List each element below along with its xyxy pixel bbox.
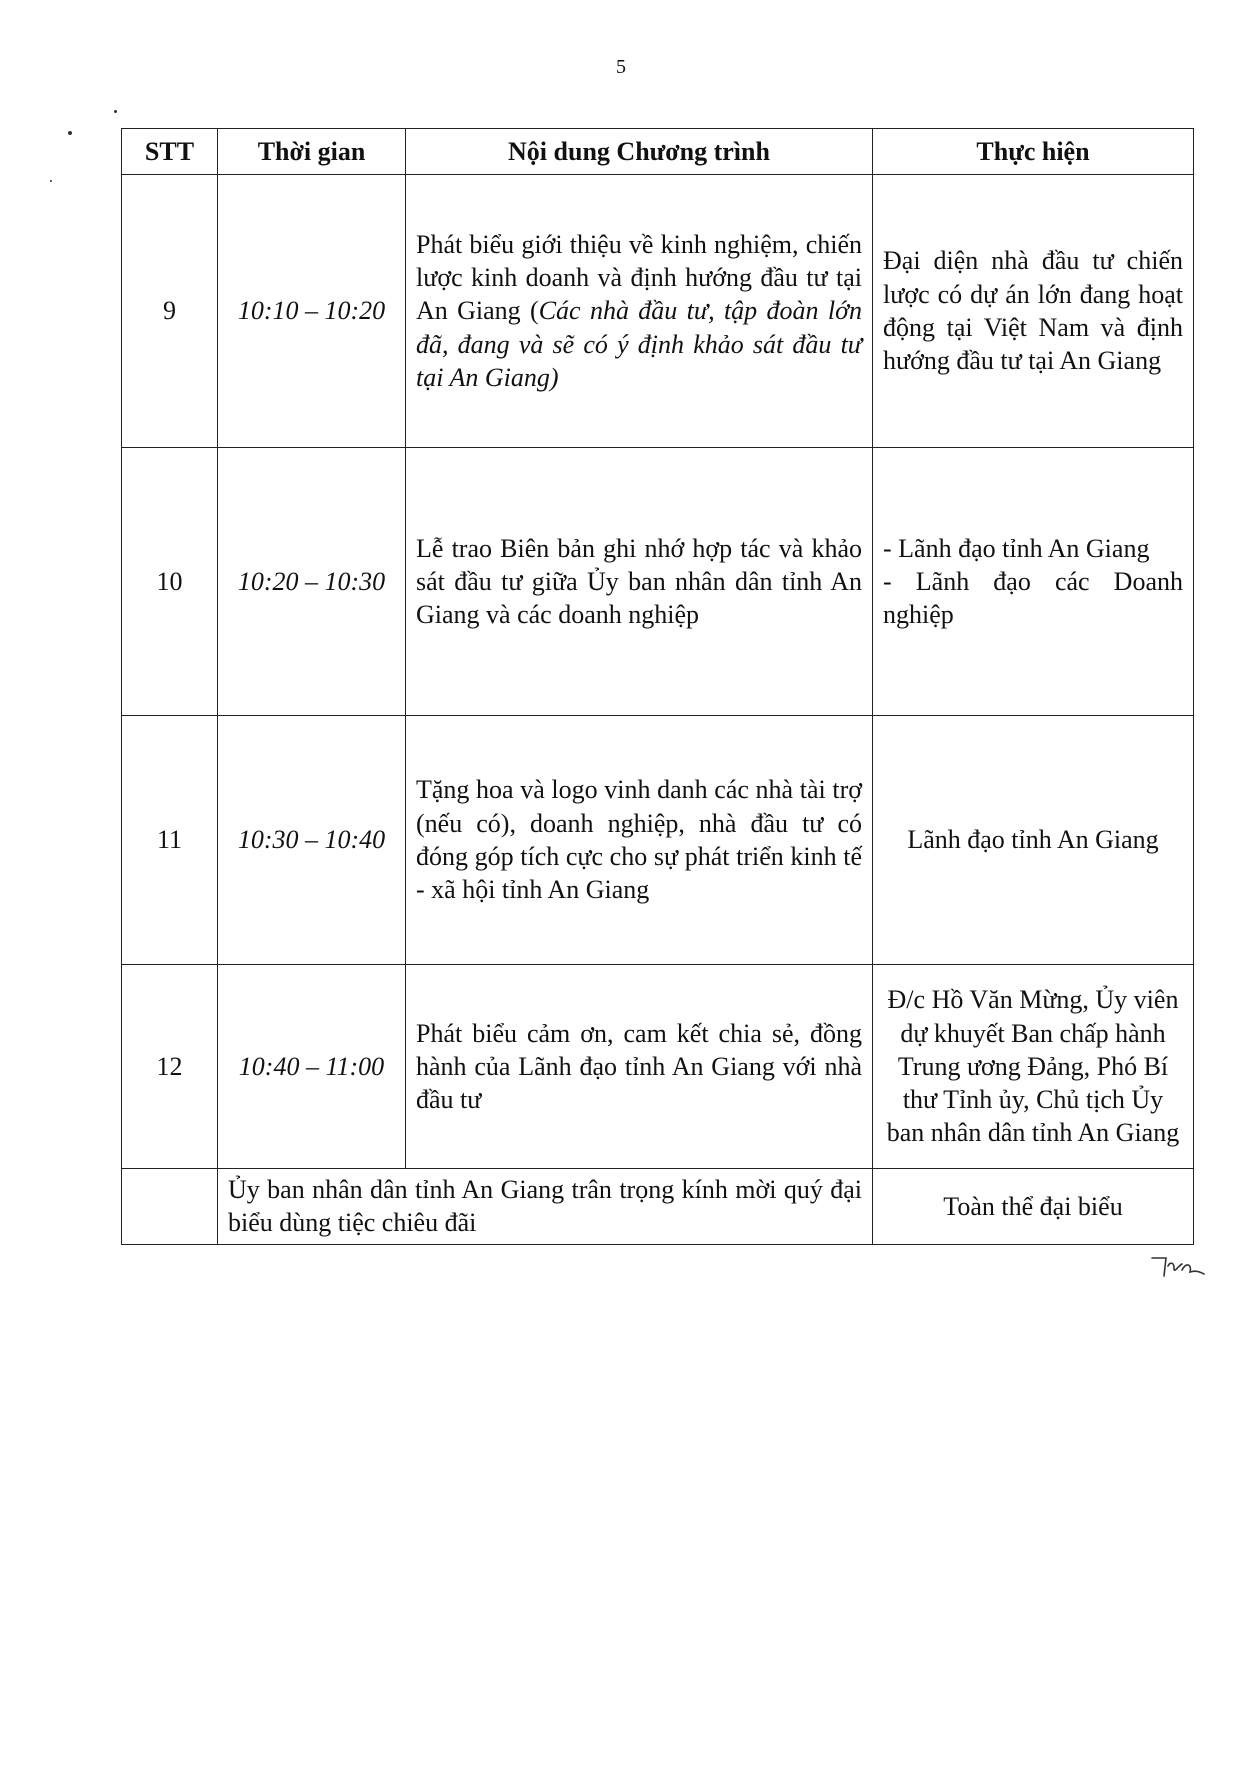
row-content-italic-text: Các nhà đầu tư, tập đoàn lớn đã, đang và sẽ có ý định khảo sát đầu tư tại An Giang) xyxy=(416,296,862,392)
row-content: Phát biểu cảm ơn, cam kết chia sẻ, đồng hành của Lãnh đạo tỉnh An Giang với nhà đầu tư xyxy=(406,965,873,1169)
header-content: Nội dung Chương trình xyxy=(406,129,873,175)
footer-owner: Toàn thể đại biểu xyxy=(873,1169,1194,1245)
row-owner: Đ/c Hồ Văn Mừng, Ủy viên dự khuyết Ban chấp hành Trung ương Đảng, Phó Bí thư Tỉnh ủy, Chủ tịch Ủy ban nhân dân tỉnh An Giang xyxy=(873,965,1194,1169)
page-number: 5 xyxy=(616,56,626,78)
row-stt: 10 xyxy=(122,448,218,716)
row-time: 10:10 – 10:20 xyxy=(218,175,406,448)
table-footer-row xyxy=(122,1169,1194,1245)
agenda-table xyxy=(121,128,1194,1245)
table-header-row xyxy=(122,129,1194,175)
row-stt: 12 xyxy=(122,965,218,1169)
row-time: 10:20 – 10:30 xyxy=(218,448,406,716)
row-time: 10:30 – 10:40 xyxy=(218,716,406,965)
header-stt: STT xyxy=(122,129,218,175)
header-time: Thời gian xyxy=(218,129,406,175)
footer-empty-cell xyxy=(122,1169,218,1245)
row-content: Lễ trao Biên bản ghi nhớ hợp tác và khảo sát đầu tư giữa Ủy ban nhân dân tỉnh An Giang và các doanh nghiệp xyxy=(406,448,873,716)
row-owner: Đại diện nhà đầu tư chiến lược có dự án lớn đang hoạt động tại Việt Nam và định hướng đầu tư tại An Giang xyxy=(873,175,1194,448)
scan-speck xyxy=(114,110,117,113)
initials-signature xyxy=(1148,1252,1208,1280)
row-owner: Lãnh đạo tỉnh An Giang xyxy=(873,716,1194,965)
row-stt: 11 xyxy=(122,716,218,965)
table-row xyxy=(122,448,1194,716)
row-content: Tặng hoa và logo vinh danh các nhà tài trợ (nếu có), doanh nghiệp, nhà đầu tư có đóng góp tích cực cho sự phát triển kinh tế - xã hội tỉnh An Giang xyxy=(406,716,873,965)
owner-line: - Lãnh đạo các Doanh nghiệp xyxy=(883,566,1183,630)
header-owner: Thực hiện xyxy=(873,129,1194,175)
table-row xyxy=(122,965,1194,1169)
row-stt: 9 xyxy=(122,175,218,448)
row-owner xyxy=(873,448,1194,716)
footer-content: Ủy ban nhân dân tỉnh An Giang trân trọng kính mời quý đại biểu dùng tiệc chiêu đãi xyxy=(218,1169,873,1245)
scan-speck xyxy=(50,180,52,182)
row-content xyxy=(406,175,873,448)
owner-line: - Lãnh đạo tỉnh An Giang xyxy=(883,533,1150,563)
table-row xyxy=(122,175,1194,448)
scan-speck xyxy=(68,131,72,135)
row-content-text: Phát biểu giới thiệu về kinh nghiệm, chiến lược kinh doanh và định hướng đầu tư tại An Giang ( xyxy=(416,229,862,326)
row-time: 10:40 – 11:00 xyxy=(218,965,406,1169)
table-row xyxy=(122,716,1194,965)
